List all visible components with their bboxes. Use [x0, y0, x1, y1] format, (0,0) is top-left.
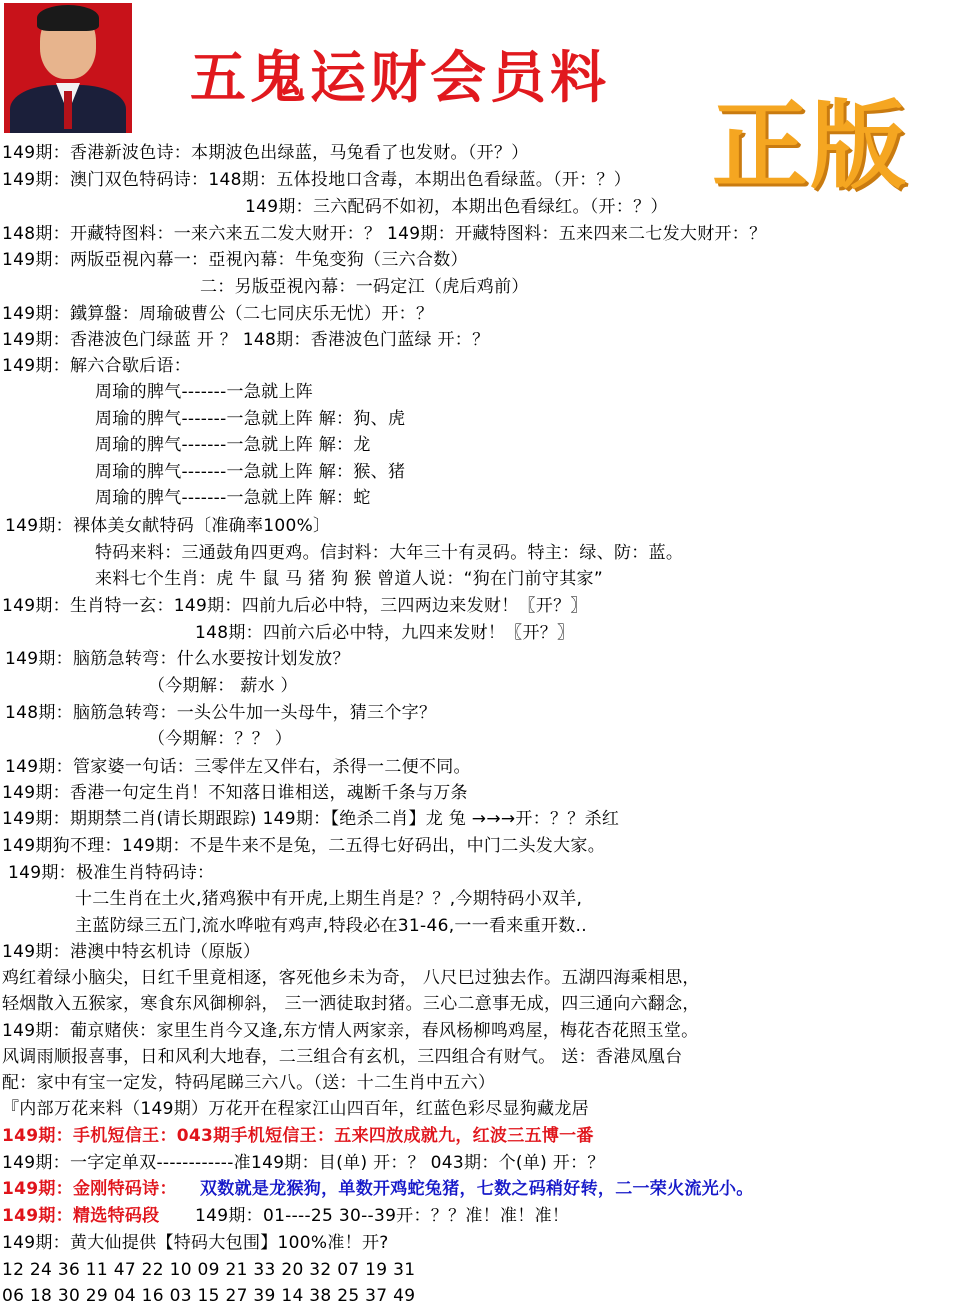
- text-line: 149期：管家婆一句话：三零伴左又伴右，杀得一二便不同。: [5, 757, 471, 777]
- text-line: 十二生肖在土火,猪鸡猴中有开虎,上期生肖是？？,今期特码小双羊,: [75, 889, 583, 909]
- text-line: 149期：澳门双色特码诗：148期：五体投地口含毒，本期出色看绿蓝。（开：？）: [2, 170, 632, 190]
- text-line: 148期：四前六后必中特，九四来发财！〖开？〗: [195, 623, 575, 643]
- text-line: 148期：脑筋急转弯：一头公牛加一头母牛，猜三个字？: [5, 703, 437, 723]
- text-line: 特码来料：三通鼓角四更鸡。信封料：大年三十有灵码。特主：绿、防：蓝。: [95, 543, 684, 563]
- text-line: 周瑜的脾气-------一急就上阵 解：蛇: [95, 488, 371, 508]
- text-line: 148期：开藏特图料：一来六来五二发大财开：？ 149期：开藏特图料：五来四来二七发大财开：？: [2, 224, 767, 244]
- text-line: 149期：一字定单双------------准149期：目(单) 开：？ 043期：个(单) 开：？: [2, 1153, 605, 1173]
- text-line-highlight: 149期：精选特码段: [2, 1206, 160, 1226]
- text-line: 二：另版亞視內幕：一码定江（虎后鸡前）: [200, 277, 529, 297]
- text-line-highlight: 149期：手机短信王：043期手机短信王：五来四放成就九，红波三五博一番: [2, 1126, 594, 1146]
- text-line: 周瑜的脾气-------一急就上阵 解：狗、虎: [95, 409, 406, 429]
- text-line: 149期：黄大仙提供【特码大包围】100%准！开?: [2, 1233, 389, 1253]
- text-line: 149期：期期禁二肖(请长期跟踪) 149期：【绝杀二肖】龙 兔 →→→开：？？杀红: [2, 809, 620, 829]
- text-line: 主蓝防绿三五门,流水哗啦有鸡声,特段必在31-46,一一看来重开数..: [75, 916, 587, 936]
- text-line: 149期：葡京赌侠：家里生肖今又逢,东方情人两家亲，春风杨柳鸣鸡屋，梅花杏花照玉堂。: [2, 1021, 699, 1041]
- text-line: 149期：脑筋急转弯：什么水要按计划发放？: [5, 649, 350, 669]
- authentic-stamp: 正版: [712, 89, 908, 202]
- text-line: 149期：两版亞視內幕一：亞視內幕：牛兔变狗（三六合数）: [2, 250, 468, 270]
- text-line: （今期解：？？ ）: [148, 729, 293, 749]
- text-line: 149期：三六配码不如初，本期出色看绿红。（开：？）: [245, 197, 668, 217]
- text-line: 周瑜的脾气-------一急就上阵 解：猴、猪: [95, 462, 406, 482]
- number-row: 06 18 30 29 04 16 03 15 27 39 14 38 25 37 49: [2, 1286, 416, 1306]
- text-line: 149期：极准生肖特码诗：: [8, 863, 215, 883]
- text-line: 149期：香港新波色诗：本期波色出绿蓝，马兔看了也发财。（开？）: [2, 143, 529, 163]
- text-line: 149期：生肖特一玄：149期：四前九后必中特，三四两边来发财！〖开？〗: [2, 596, 588, 616]
- text-line: 风调雨顺报喜事，日和风利大地春，二三组合有玄机，三四组合有财气。 送：香港凤凰台: [2, 1047, 683, 1067]
- text-line: 周瑜的脾气-------一急就上阵 解：龙: [95, 435, 371, 455]
- text-line: 149期：鐵算盤：周瑜破曹公（二七同庆乐无忧）开：？: [2, 304, 434, 324]
- text-line: （今期解： 薪水 ）: [148, 676, 298, 696]
- text-line: 149期：01----25 30--39开：？？准！准！准！: [195, 1206, 570, 1226]
- text-line: 『内部万花来料（149期）万花开在程家江山四百年，红蓝色彩尽显狗藏龙居: [2, 1099, 589, 1119]
- text-line: 周瑜的脾气-------一急就上阵: [95, 382, 314, 402]
- text-line: 鸡红着绿小脑尖，日红千里竟相逐，客死他乡未为奇， 八尺巳过独去作。五湖四海乘相思，: [2, 968, 700, 988]
- text-line-highlight: 149期：金刚特码诗：: [2, 1179, 177, 1199]
- text-line-highlight: 双数就是龙猴狗，单数开鸡蛇兔猪，七数之码稍好转，二一荣火流光小。: [200, 1179, 754, 1199]
- portrait-photo: [4, 3, 132, 133]
- text-line: 149期狗不理：149期：不是牛来不是兔，二五得七好码出，中门二头发大家。: [2, 836, 605, 856]
- text-line: 轻烟散入五猴家，寒食东风御柳斜， 三一洒徒取封猪。三心二意事无成，四三通向六翻念，: [2, 994, 700, 1014]
- text-line: 149期：解六合歇后语：: [2, 356, 192, 376]
- number-row: 12 24 36 11 47 22 10 09 21 33 20 32 07 19 31: [2, 1260, 416, 1280]
- text-line: 149期：香港波色门绿蓝 开 ？ 148期：香港波色门蓝绿 开：？: [2, 330, 490, 350]
- text-line: 来料七个生肖：虎 牛 鼠 马 猪 狗 猴 曾道人说：“狗在门前守其家”: [95, 569, 603, 589]
- page-title: 五鬼运财会员料: [190, 45, 610, 111]
- text-line: 149期：香港一句定生肖！不知落日谁相送，魂断千条与万条: [2, 783, 468, 803]
- text-line: 149期：裸体美女献特码〔准确率100%〕: [5, 516, 331, 536]
- text-line: 配：家中有宝一定发，特码尾睇三六八。（送：十二生肖中五六）: [2, 1073, 496, 1093]
- text-line: 149期：港澳中特玄机诗（原版）: [2, 942, 261, 962]
